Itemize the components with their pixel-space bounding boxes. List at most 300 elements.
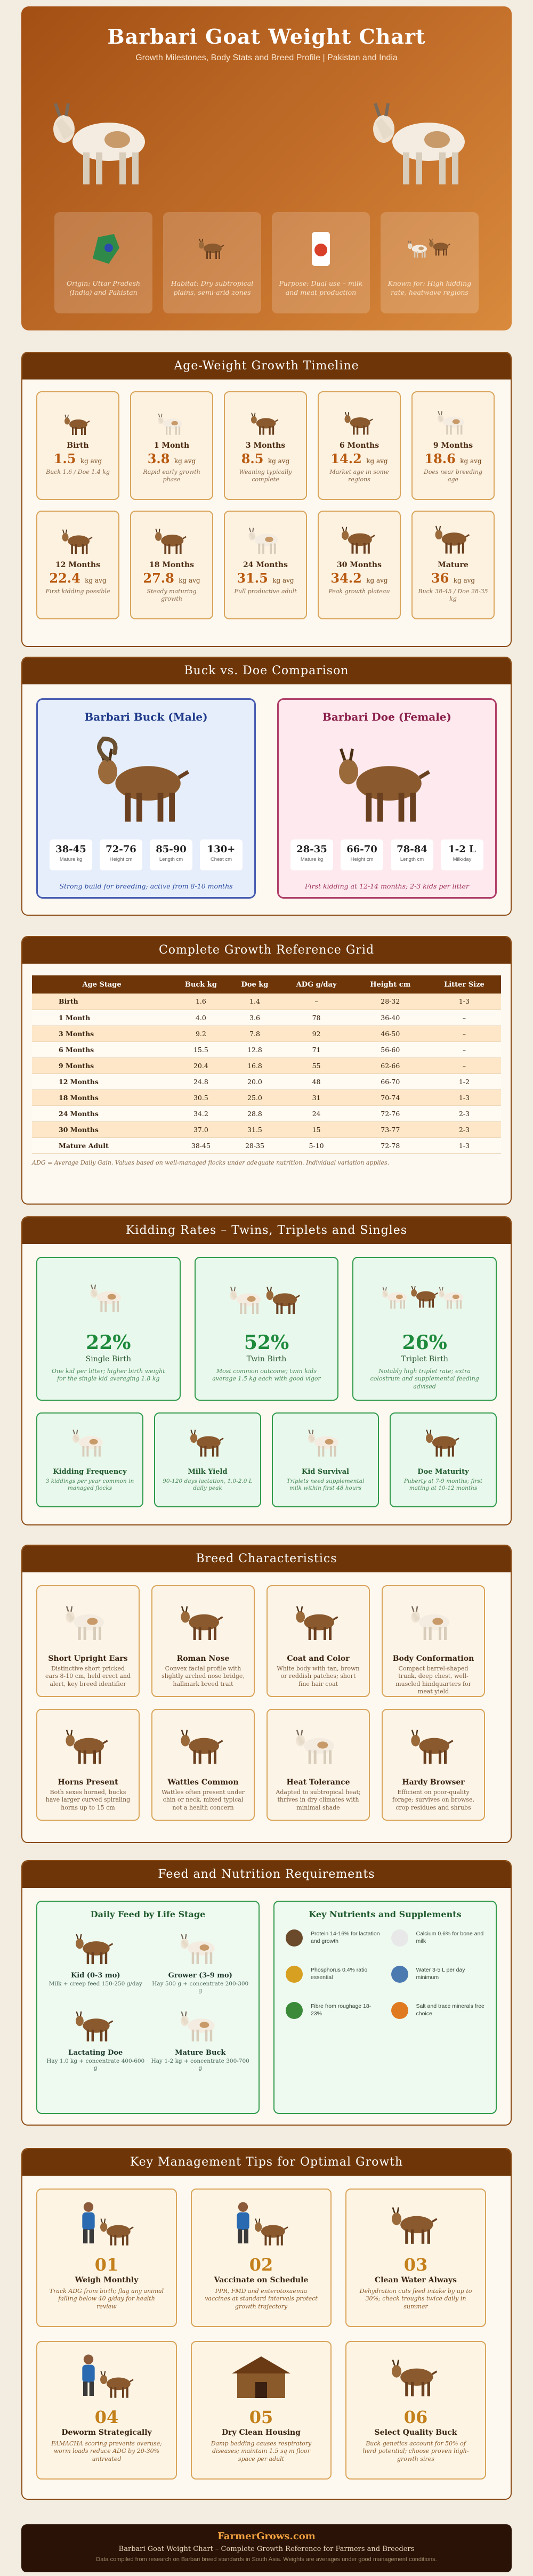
stat-box <box>290 839 333 870</box>
timeline-note: First kidding possible <box>45 588 110 595</box>
tip-illustration-icon <box>69 2349 144 2403</box>
characteristic-label: Hardy Browser <box>402 1778 465 1787</box>
kidding-fact-note: Puberty at 7-9 months; first mating at 10-12 months <box>403 1478 483 1492</box>
timeline-note: Buck 1.6 / Doe 1.4 kg <box>46 469 110 475</box>
footer-brand-link[interactable]: FarmerGrows.com <box>217 2531 316 2542</box>
tip-card <box>36 2189 177 2327</box>
growth-table <box>32 975 501 1154</box>
table-cell: 73-77 <box>353 1121 427 1137</box>
characteristic-label: Horns Present <box>58 1778 118 1787</box>
goat-icon <box>171 1717 235 1773</box>
timeline-card <box>130 511 213 619</box>
nutrient-item <box>389 1927 488 1949</box>
stat-label: Mature kg <box>300 857 324 862</box>
tip-illustration-icon <box>224 2197 298 2250</box>
table-cell: 28-32 <box>353 994 427 1010</box>
footer-line: Barbari Goat Weight Chart – Complete Growth Reference for Farmers and Breeders <box>118 2545 415 2553</box>
feed-stage-item <box>46 2004 146 2072</box>
doe-icon <box>323 731 451 832</box>
feed-stage-label: Grower (3-9 mo) <box>168 1972 232 1980</box>
tip-card <box>36 2341 177 2480</box>
feed-stage-note: Hay 1.0 kg + concentrate 400-600 g <box>46 2058 145 2072</box>
characteristic-note: Convex facial profile with slightly arched nose bridge, hallmark breed trait <box>161 1665 245 1687</box>
feed-stage-item <box>151 1927 251 1994</box>
table-cell: 5-10 <box>279 1137 353 1153</box>
timeline-card <box>318 391 401 500</box>
characteristic-label: Short Upright Ears <box>48 1654 128 1663</box>
goat-icon <box>294 1421 358 1463</box>
characteristic-note: Adapted to subtropical heat; thrives in dry climates with minimal shade <box>276 1789 361 1811</box>
table-cell: 30 Months <box>32 1121 172 1137</box>
table-cell: 34.2 <box>172 1105 230 1121</box>
stat-value: 28-35 <box>296 844 327 855</box>
stat-value: 78-84 <box>397 844 427 855</box>
stat-box <box>50 839 92 870</box>
table-cell: 1 Month <box>32 1010 172 1025</box>
goat-icon <box>56 1717 120 1773</box>
tip-label: Deworm Strategically <box>61 2428 152 2437</box>
kidding-section <box>21 1216 512 1525</box>
feed-stage-label: Kid (0-3 mo) <box>70 1972 120 1980</box>
timeline-age: 3 Months <box>245 441 286 450</box>
table-cell: – <box>427 1041 501 1057</box>
buck-icon <box>82 731 210 832</box>
hero-banner <box>21 6 512 330</box>
kidding-fact-note: Triplets need supplemental milk within first 48 hours <box>286 1478 365 1492</box>
comparison-section <box>21 657 512 916</box>
table-cell: 66-70 <box>353 1073 427 1089</box>
timeline-card <box>411 391 495 500</box>
timeline-weight: 22.4 kg avg <box>49 570 107 586</box>
table-cell: 71 <box>279 1041 353 1057</box>
characteristic-card <box>151 1585 255 1697</box>
buck-title: Barbari Buck (Male) <box>84 710 208 723</box>
kidding-rate-card <box>352 1257 497 1401</box>
timeline-weight: 34.2 kg avg <box>330 570 388 586</box>
table-cell: 31.5 <box>230 1121 280 1137</box>
timeline-age: 24 Months <box>243 561 288 569</box>
section-title: Feed and Nutrition Requirements <box>22 1861 511 1888</box>
table-cell: 92 <box>279 1025 353 1041</box>
kidding-fact-label: Milk Yield <box>188 1468 228 1476</box>
kidding-fact-note: 90-120 days lactation, 1.0-2.0 L daily peak <box>163 1478 253 1492</box>
buck-card <box>36 698 256 899</box>
tip-card <box>345 2341 486 2480</box>
timeline-card <box>36 391 119 500</box>
timeline-weight: 3.8 kg avg <box>147 451 196 466</box>
tip-label: Clean Water Always <box>374 2276 457 2284</box>
hero-fact-cards <box>54 212 479 313</box>
table-cell: 1-3 <box>427 994 501 1010</box>
table-cell: – <box>427 1057 501 1073</box>
table-cell: 36-40 <box>353 1010 427 1025</box>
feed-stage-item <box>46 1927 146 1994</box>
stat-box <box>441 839 483 870</box>
goat-icon <box>286 1717 350 1773</box>
table-cell: 7.8 <box>230 1025 280 1041</box>
timeline-age: 6 Months <box>339 441 379 450</box>
goat-icon <box>168 1927 232 1968</box>
goat-icon <box>401 1717 465 1773</box>
kidding-label: Triplet Birth <box>401 1355 448 1363</box>
timeline-weight: 1.5 kg avg <box>53 451 102 466</box>
stat-value: 72-76 <box>106 844 136 855</box>
table-cell: 1-2 <box>427 1073 501 1089</box>
nutrient-item <box>283 1927 382 1949</box>
timeline-weight: 14.2 kg avg <box>330 451 388 466</box>
table-header: ADG g/day <box>279 975 353 994</box>
buck-note: Strong build for breeding; active from 8-10 months <box>59 882 233 890</box>
table-row <box>32 1057 501 1073</box>
goat-icon <box>335 400 383 437</box>
timeline-weight: 18.6 kg avg <box>424 451 482 466</box>
kidding-label: Twin Birth <box>246 1355 287 1363</box>
goat-icon <box>429 400 477 437</box>
goat-kids-icon <box>219 1267 314 1326</box>
tip-number: 05 <box>249 2407 273 2427</box>
nutrient-text: Calcium 0.6% for bone and milk <box>416 1931 484 1944</box>
timeline-weight: 36 kg avg <box>431 570 475 586</box>
table-cell: 24.8 <box>172 1073 230 1089</box>
goat-icon <box>63 2004 127 2046</box>
table-cell: 62-66 <box>353 1057 427 1073</box>
table-cell: 78 <box>279 1010 353 1025</box>
timeline-age: Mature <box>438 561 469 569</box>
tip-illustration-icon <box>69 2197 144 2250</box>
stat-box <box>391 839 433 870</box>
kidding-fact-label: Doe Maturity <box>417 1468 469 1476</box>
timeline-card <box>318 511 401 619</box>
table-cell: 16.8 <box>230 1057 280 1073</box>
table-cell: 72-76 <box>353 1105 427 1121</box>
table-cell: – <box>427 1010 501 1025</box>
map-icon <box>77 224 130 272</box>
table-cell: 1-3 <box>427 1089 501 1105</box>
hero-card <box>272 212 370 313</box>
goat-icon <box>63 1927 127 1968</box>
stat-label: Chest cm <box>210 857 232 862</box>
stat-box <box>200 839 243 870</box>
table-cell: 12.8 <box>230 1041 280 1057</box>
stat-box <box>341 839 383 870</box>
stat-label: Mature kg <box>59 857 83 862</box>
timeline-card <box>411 511 495 619</box>
table-cell: 37.0 <box>172 1121 230 1137</box>
timeline-weight: 31.5 kg avg <box>237 570 294 586</box>
fiber-icon <box>283 1999 305 2022</box>
stat-label: Height cm <box>109 857 133 862</box>
table-cell: 6 Months <box>32 1041 172 1057</box>
nutrient-item <box>389 1963 488 1985</box>
goat-icon <box>185 224 239 272</box>
goat-kids-icon <box>60 1267 156 1326</box>
feed-stage-note: Milk + creep feed 150-250 g/day <box>49 1981 142 1987</box>
table-cell: Mature Adult <box>32 1137 172 1153</box>
timeline-note: Buck 38-45 / Doe 28-35 kg <box>418 588 488 602</box>
timeline-card <box>36 511 119 619</box>
characteristic-card <box>151 1709 255 1821</box>
kidding-note: Notably high triplet rate; extra colostrum and supplemental feeding advised <box>370 1368 479 1390</box>
goat-icon <box>286 1594 350 1649</box>
table-cell: 70-74 <box>353 1089 427 1105</box>
kidding-note: One kid per litter; higher birth weight for the single kid averaging 1.8 kg <box>51 1368 165 1383</box>
tip-label: Dry Clean Housing <box>222 2428 301 2437</box>
kidding-percent: 26% <box>402 1331 447 1354</box>
table-cell: 3 Months <box>32 1025 172 1041</box>
table-cell: 12 Months <box>32 1073 172 1089</box>
table-cell: – <box>279 994 353 1010</box>
table-footnote: ADG = Average Daily Gain. Values based on well-managed flocks under adequate nutrition. Individual variation applies. <box>32 1159 390 1166</box>
kidding-percent: 22% <box>86 1331 131 1354</box>
characteristic-card <box>36 1585 140 1697</box>
nutrient-item <box>283 1999 382 2022</box>
phosphorus-icon <box>283 1963 305 1985</box>
tip-number: 06 <box>403 2407 428 2427</box>
table-cell: 31 <box>279 1089 353 1105</box>
characteristic-label: Coat and Color <box>287 1654 350 1663</box>
nutrient-text: Fibre from roughage 18-23% <box>311 2003 372 2017</box>
table-cell: 46-50 <box>353 1025 427 1041</box>
table-cell: – <box>427 1025 501 1041</box>
goat-kids-icon <box>377 1267 473 1326</box>
footer-disclaimer: Data compiled from research on Barbari breed standards in South Asia. Weights are averages under good management conditions. <box>96 2556 437 2563</box>
table-header: Litter Size <box>427 975 501 994</box>
tip-note: FAMACHA scoring prevents overuse; worm loads reduce ADG by 20-30% untreated <box>51 2440 162 2462</box>
table-cell: 1-3 <box>427 1137 501 1153</box>
tip-illustration-icon <box>378 2349 453 2403</box>
kidding-fact-label: Kid Survival <box>302 1468 349 1476</box>
characteristic-note: Both sexes horned, bucks have larger curved spiraling horns up to 15 cm <box>45 1789 131 1811</box>
kidding-rate-card <box>195 1257 339 1401</box>
table-cell: 3.6 <box>230 1010 280 1025</box>
kidding-note: Most common outcome; twin kids average 1.5 kg each with good vigor <box>212 1368 321 1383</box>
water-icon <box>389 1963 411 1985</box>
tips-section <box>21 2148 512 2500</box>
table-row <box>32 1089 501 1105</box>
table-cell: 1.6 <box>172 994 230 1010</box>
kidding-fact-card <box>154 1412 261 1507</box>
table-cell: 38-45 <box>172 1137 230 1153</box>
timeline-age: Birth <box>67 441 89 450</box>
table-header: Buck kg <box>172 975 230 994</box>
salt-icon <box>389 1999 411 2022</box>
goat-icon <box>148 519 196 556</box>
hero-card-text: Purpose: Dual use – milk and meat production <box>279 279 363 296</box>
table-cell: 28-35 <box>230 1137 280 1153</box>
kidding-label: Single Birth <box>85 1355 132 1363</box>
table-row <box>32 1073 501 1089</box>
goat-icon <box>56 1594 120 1649</box>
tip-label: Vaccinate on Schedule <box>214 2276 309 2284</box>
timeline-age: 12 Months <box>55 561 100 569</box>
section-title: Key Management Tips for Optimal Growth <box>22 2149 511 2176</box>
characteristics-section <box>21 1545 512 1843</box>
kidding-fact-card <box>272 1412 379 1507</box>
kidding-percent: 52% <box>244 1331 289 1354</box>
stat-box <box>100 839 142 870</box>
nutrient-item <box>389 1999 488 2022</box>
characteristic-label: Wattles Common <box>167 1778 239 1787</box>
tip-note: Track ADG from birth; flag any animal falling below 40 g/day for health review <box>49 2288 164 2310</box>
tip-illustration-icon <box>224 2349 298 2403</box>
growth-table-section <box>21 936 512 1205</box>
nutrient-text: Salt and trace minerals free choice <box>416 2003 484 2017</box>
timeline-note: Rapid early growth phase <box>143 469 200 483</box>
characteristic-card <box>36 1709 140 1821</box>
timeline-note: Market age in some regions <box>329 469 389 483</box>
table-header: Age Stage <box>32 975 172 994</box>
feed-stage-note: Hay 500 g + concentrate 200-300 g <box>152 1981 249 1994</box>
tip-label: Select Quality Buck <box>374 2428 457 2437</box>
table-cell: 9 Months <box>32 1057 172 1073</box>
table-row <box>32 1121 501 1137</box>
characteristic-card <box>266 1585 370 1697</box>
stat-value: 1-2 L <box>448 844 476 855</box>
doe-card <box>277 698 497 899</box>
table-cell: Birth <box>32 994 172 1010</box>
characteristic-label: Heat Tolerance <box>286 1778 350 1787</box>
feed-stage-label: Mature Buck <box>175 2049 226 2057</box>
nutrients-panel <box>273 1901 497 2114</box>
table-header: Doe kg <box>230 975 280 994</box>
table-cell: 25.0 <box>230 1089 280 1105</box>
characteristic-card <box>382 1585 485 1697</box>
table-cell: 1.4 <box>230 994 280 1010</box>
goat-icon <box>148 400 196 437</box>
doe-title: Barbari Doe (Female) <box>322 710 451 723</box>
table-cell: 24 Months <box>32 1105 172 1121</box>
tip-card <box>191 2341 332 2480</box>
table-cell: 24 <box>279 1105 353 1121</box>
characteristic-note: Wattles often present under chin or neck, mixed typical not a health concern <box>161 1789 245 1811</box>
timeline-note: Weaning typically complete <box>239 469 292 483</box>
section-title: Breed Characteristics <box>22 1546 511 1572</box>
doe-note: First kidding at 12-14 months; 2-3 kids per litter <box>304 882 470 890</box>
feed-stage-title: Daily Feed by Life Stage <box>90 1909 206 1919</box>
tip-note: Buck genetics account for 50% of herd potential; choose proven high-growth sires <box>362 2440 469 2462</box>
hero-card-text: Habitat: Dry subtropical plains, semi-arid zones <box>171 279 254 296</box>
table-cell: 56-60 <box>353 1041 427 1057</box>
stat-value: 66-70 <box>346 844 377 855</box>
goat-icon <box>171 1594 235 1649</box>
stat-value: 85-90 <box>156 844 187 855</box>
section-title: Kidding Rates – Twins, Triplets and Singles <box>22 1217 511 1244</box>
timeline-age: 9 Months <box>433 441 473 450</box>
characteristic-note: White body with tan, brown or reddish patches; short fine hair coat <box>277 1665 360 1687</box>
nutrients-title: Key Nutrients and Supplements <box>309 1909 462 1919</box>
timeline-card <box>224 511 307 619</box>
table-cell: 55 <box>279 1057 353 1073</box>
table-cell: 20.0 <box>230 1073 280 1089</box>
tip-note: Damp bedding causes respiratory diseases; maintain 1.5 sq m floor space per adult <box>211 2440 312 2462</box>
page-subtitle: Growth Milestones, Body Stats and Breed Profile | Pakistan and India <box>135 53 398 62</box>
timeline-note: Steady maturing growth <box>147 588 197 602</box>
timeline-age: 30 Months <box>337 561 382 569</box>
tip-label: Weigh Monthly <box>75 2276 139 2284</box>
timeline-card <box>130 391 213 500</box>
timeline-note: Does near breeding age <box>423 469 482 483</box>
table-row <box>32 1025 501 1041</box>
table-cell: 18 Months <box>32 1089 172 1105</box>
table-row <box>32 1137 501 1153</box>
page-title: Barbari Goat Weight Chart <box>107 25 426 49</box>
table-cell: 2-3 <box>427 1121 501 1137</box>
stat-box <box>150 839 192 870</box>
tip-note: PPR, FMD and enterotoxaemia vaccines at standard intervals protect growth trajectory <box>205 2288 318 2310</box>
timeline-grid <box>22 379 511 619</box>
table-cell: 72-78 <box>353 1137 427 1153</box>
feed-stage-note: Hay 1-2 kg + concentrate 300-700 g <box>151 2058 249 2072</box>
timeline-note: Peak growth plateau <box>328 588 390 595</box>
table-cell: 2-3 <box>427 1105 501 1121</box>
stat-value: 130+ <box>207 844 236 855</box>
feed-stage-item <box>151 2004 251 2072</box>
kidding-fact-note: 3 kiddings per year common in managed flocks <box>45 1478 134 1492</box>
timeline-section <box>21 352 512 647</box>
kidding-fact-card <box>390 1412 497 1507</box>
goat-icon <box>241 400 289 437</box>
goat-icon <box>168 2004 232 2046</box>
table-cell: 9.2 <box>172 1025 230 1041</box>
tip-number: 01 <box>94 2255 119 2275</box>
hero-card <box>163 212 261 313</box>
section-title: Buck vs. Doe Comparison <box>22 658 511 684</box>
timeline-age: 1 Month <box>154 441 190 450</box>
characteristic-label: Body Conformation <box>392 1654 474 1663</box>
timeline-weight: 8.5 kg avg <box>241 451 290 466</box>
characteristic-note: Efficient on poor-quality forage; survives on browse, crop residues and shrubs <box>392 1789 475 1811</box>
goat-icon <box>176 1421 240 1463</box>
feed-stage-label: Lactating Doe <box>68 2049 123 2057</box>
table-row <box>32 994 501 1010</box>
table-header: Height cm <box>353 975 427 994</box>
characteristic-label: Roman Nose <box>176 1654 230 1663</box>
goat-icon <box>54 519 102 556</box>
table-cell: 4.0 <box>172 1010 230 1025</box>
goat-icon <box>335 519 383 556</box>
hero-card <box>381 212 479 313</box>
goat-icon <box>58 1421 122 1463</box>
characteristic-note: Distinctive short pricked ears 8-10 cm, held erect and alert, key breed identifier <box>45 1665 131 1687</box>
milk-icon <box>294 224 348 272</box>
footer <box>21 2524 512 2572</box>
goat-herd-icon <box>403 224 456 272</box>
table-row <box>32 1010 501 1025</box>
hero-card <box>54 212 152 313</box>
goat-icon <box>411 1421 475 1463</box>
kidding-rate-card <box>36 1257 181 1401</box>
table-cell: 15.5 <box>172 1041 230 1057</box>
goat-icon <box>362 81 490 198</box>
stat-value: 38-45 <box>55 844 86 855</box>
table-row <box>32 1041 501 1057</box>
table-cell: 48 <box>279 1073 353 1089</box>
nutrient-item <box>283 1963 382 1985</box>
characteristic-card <box>382 1709 485 1821</box>
table-row <box>32 1105 501 1121</box>
table-cell: 15 <box>279 1121 353 1137</box>
section-title: Age-Weight Growth Timeline <box>22 353 511 379</box>
nutrient-text: Water 3-5 L per day minimum <box>416 1967 465 1981</box>
tip-illustration-icon <box>378 2197 453 2250</box>
goat-icon <box>43 81 171 198</box>
goat-icon <box>241 519 289 556</box>
feed-section <box>21 1860 512 2126</box>
nutrient-text: Phosphorus 0.4% ratio essential <box>311 1967 368 1981</box>
stat-label: Length cm <box>400 857 424 862</box>
timeline-note: Full productive adult <box>234 588 297 595</box>
hero-card-text: Origin: Uttar Pradesh (India) and Pakistan <box>66 279 141 296</box>
